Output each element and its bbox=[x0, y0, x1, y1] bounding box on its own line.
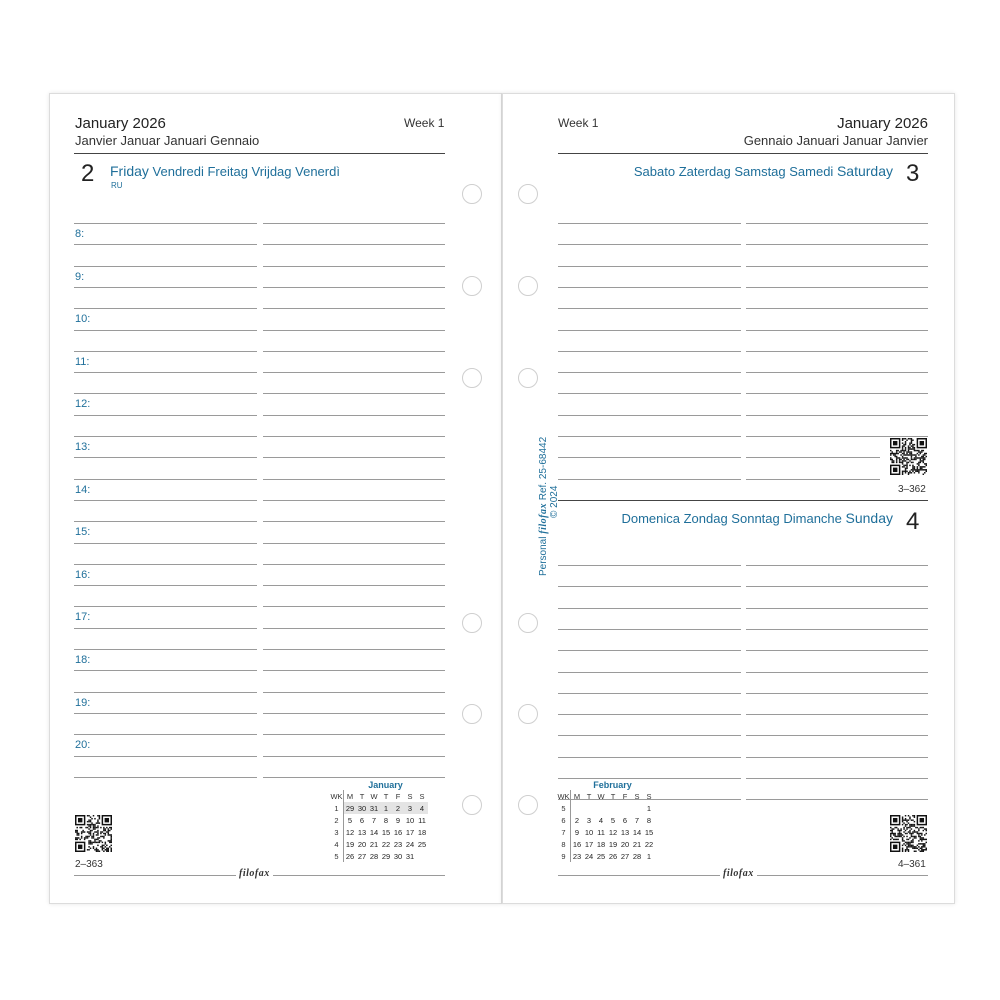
calendar-day: 14 bbox=[632, 827, 642, 837]
calendar-week-row bbox=[330, 838, 428, 850]
writing-line bbox=[74, 628, 257, 629]
calendar-day bbox=[631, 802, 643, 814]
writing-line bbox=[263, 266, 445, 267]
writing-line bbox=[74, 713, 257, 714]
writing-line bbox=[74, 308, 257, 309]
writing-line bbox=[558, 266, 741, 267]
left-page-ref: 2–363 bbox=[75, 859, 103, 870]
calendar-header: S bbox=[419, 791, 425, 801]
calendar-day: 11 bbox=[597, 827, 605, 837]
writing-line bbox=[558, 565, 741, 566]
friday-day-name bbox=[110, 163, 340, 179]
writing-line bbox=[263, 287, 445, 288]
writing-line bbox=[746, 565, 928, 566]
writing-line bbox=[558, 693, 741, 694]
calendar-day: 28 bbox=[369, 851, 379, 861]
calendar-day: 24 bbox=[584, 851, 594, 861]
right-header-rule bbox=[558, 153, 928, 154]
writing-line bbox=[746, 693, 928, 694]
writing-line bbox=[263, 606, 445, 607]
mini-calendar-february bbox=[557, 780, 655, 862]
left-month-subtitle: Janvier Januar Januari Gennaio bbox=[75, 133, 260, 148]
left-month-title: January 2026 bbox=[75, 115, 166, 132]
calendar-day: 30 bbox=[357, 803, 367, 813]
calendar-day: 16 bbox=[393, 827, 403, 837]
ring-hole bbox=[518, 184, 538, 204]
sunday-name-en: Sunday bbox=[845, 510, 893, 526]
calendar-header: M bbox=[573, 791, 581, 801]
qr-code-icon bbox=[890, 815, 927, 852]
writing-line bbox=[746, 799, 928, 800]
hour-label: 13: bbox=[75, 441, 91, 453]
calendar-day: 31 bbox=[369, 803, 379, 813]
calendar-day: 21 bbox=[632, 839, 642, 849]
writing-line bbox=[74, 670, 257, 671]
week-number: 1 bbox=[330, 802, 344, 814]
qr-code-icon bbox=[75, 815, 112, 852]
ring-hole bbox=[518, 795, 538, 815]
writing-line bbox=[746, 436, 928, 437]
writing-line bbox=[558, 629, 741, 630]
writing-line bbox=[746, 629, 928, 630]
writing-line bbox=[558, 608, 741, 609]
filofax-logo: filofax bbox=[720, 868, 757, 879]
calendar-day bbox=[619, 802, 631, 814]
hour-label: 14: bbox=[75, 484, 91, 496]
writing-line bbox=[263, 543, 445, 544]
writing-line bbox=[263, 756, 445, 757]
week-number: 5 bbox=[330, 850, 344, 862]
ring-hole bbox=[462, 368, 482, 388]
calendar-day: 7 bbox=[371, 815, 377, 825]
writing-line bbox=[263, 585, 445, 586]
calendar-day: 29 bbox=[381, 851, 391, 861]
writing-line bbox=[558, 457, 741, 458]
calendar-header: T bbox=[586, 791, 592, 801]
writing-line bbox=[558, 714, 741, 715]
calendar-week-row bbox=[330, 850, 428, 862]
writing-line bbox=[746, 308, 928, 309]
calendar-month-label: January bbox=[368, 780, 403, 790]
calendar-day: 5 bbox=[610, 815, 616, 825]
friday-day-number: 2 bbox=[81, 160, 95, 187]
writing-line bbox=[263, 777, 445, 778]
writing-line bbox=[746, 586, 928, 587]
calendar-day: 26 bbox=[608, 851, 618, 861]
hour-label: 15: bbox=[75, 526, 91, 538]
calendar-week-row bbox=[330, 814, 428, 826]
calendar-day: 30 bbox=[393, 851, 403, 861]
writing-line bbox=[263, 521, 445, 522]
ring-hole bbox=[462, 276, 482, 296]
calendar-day: 10 bbox=[584, 827, 594, 837]
writing-line bbox=[74, 692, 257, 693]
calendar-day bbox=[607, 802, 619, 814]
spine-copyright: © 2024 bbox=[549, 485, 560, 518]
calendar-grid bbox=[557, 790, 655, 862]
calendar-day: 6 bbox=[359, 815, 365, 825]
writing-line bbox=[74, 649, 257, 650]
writing-line bbox=[746, 608, 928, 609]
writing-line bbox=[558, 757, 741, 758]
writing-line bbox=[746, 223, 928, 224]
writing-line bbox=[746, 330, 928, 331]
calendar-day: 5 bbox=[347, 815, 353, 825]
week-number: 8 bbox=[557, 838, 571, 850]
ring-hole bbox=[462, 184, 482, 204]
writing-line bbox=[263, 351, 445, 352]
sunday-day-number: 4 bbox=[906, 508, 920, 535]
writing-line bbox=[74, 223, 257, 224]
calendar-day: 9 bbox=[574, 827, 580, 837]
calendar-header: F bbox=[622, 791, 628, 801]
calendar-day bbox=[583, 802, 595, 814]
calendar-header: WK bbox=[330, 791, 343, 801]
writing-line bbox=[74, 457, 257, 458]
calendar-header: W bbox=[597, 791, 605, 801]
saturday-sunday-divider bbox=[558, 500, 928, 501]
writing-line bbox=[263, 649, 445, 650]
saturday-page-ref: 3–362 bbox=[898, 484, 926, 495]
left-week-label: Week 1 bbox=[404, 116, 445, 130]
ring-hole bbox=[462, 613, 482, 633]
writing-line bbox=[558, 223, 741, 224]
hour-label: 16: bbox=[75, 569, 91, 581]
calendar-header: M bbox=[346, 791, 354, 801]
calendar-day: 1 bbox=[646, 851, 652, 861]
calendar-day: 27 bbox=[620, 851, 630, 861]
writing-line bbox=[74, 244, 257, 245]
calendar-header: WK bbox=[557, 791, 570, 801]
writing-line bbox=[74, 351, 257, 352]
writing-line bbox=[263, 223, 445, 224]
writing-line bbox=[558, 650, 741, 651]
writing-line bbox=[263, 330, 445, 331]
writing-line bbox=[746, 479, 880, 480]
writing-line bbox=[746, 672, 928, 673]
calendar-day bbox=[416, 850, 428, 862]
calendar-day: 18 bbox=[417, 827, 427, 837]
week-number: 9 bbox=[557, 850, 571, 862]
writing-line bbox=[558, 436, 741, 437]
calendar-day: 15 bbox=[644, 827, 654, 837]
saturday-name-others: Sabato Zaterdag Samstag Samedi bbox=[633, 164, 834, 179]
writing-line bbox=[74, 564, 257, 565]
writing-line bbox=[74, 543, 257, 544]
calendar-grid bbox=[330, 790, 428, 862]
calendar-header: S bbox=[646, 791, 652, 801]
writing-line bbox=[74, 436, 257, 437]
calendar-header: W bbox=[370, 791, 378, 801]
week-number: 6 bbox=[557, 814, 571, 826]
writing-line bbox=[263, 713, 445, 714]
writing-line bbox=[74, 266, 257, 267]
writing-line bbox=[746, 372, 928, 373]
calendar-day: 18 bbox=[596, 839, 606, 849]
writing-line bbox=[558, 287, 741, 288]
writing-line bbox=[74, 585, 257, 586]
hour-label: 12: bbox=[75, 398, 91, 410]
friday-name-en: Friday bbox=[110, 163, 149, 179]
calendar-week-row bbox=[330, 802, 428, 814]
sunday-day-name bbox=[621, 510, 893, 526]
calendar-day: 8 bbox=[383, 815, 389, 825]
calendar-day: 1 bbox=[646, 803, 652, 813]
writing-line bbox=[558, 735, 741, 736]
calendar-day: 22 bbox=[644, 839, 654, 849]
calendar-day: 22 bbox=[381, 839, 391, 849]
calendar-week-row bbox=[557, 850, 655, 862]
calendar-day: 3 bbox=[586, 815, 592, 825]
ring-hole bbox=[518, 613, 538, 633]
writing-line bbox=[746, 244, 928, 245]
writing-line bbox=[263, 670, 445, 671]
hour-label: 10: bbox=[75, 313, 91, 325]
calendar-day: 17 bbox=[584, 839, 594, 849]
calendar-week-row bbox=[557, 826, 655, 838]
calendar-day: 28 bbox=[632, 851, 642, 861]
calendar-week-row bbox=[330, 826, 428, 838]
writing-line bbox=[558, 415, 741, 416]
calendar-month-label: February bbox=[593, 780, 632, 790]
writing-line bbox=[558, 351, 741, 352]
calendar-day bbox=[571, 802, 584, 814]
writing-line bbox=[746, 735, 928, 736]
writing-line bbox=[263, 415, 445, 416]
calendar-day: 8 bbox=[646, 815, 652, 825]
hour-label: 17: bbox=[75, 611, 91, 623]
qr-code-icon bbox=[890, 438, 927, 475]
calendar-day: 7 bbox=[634, 815, 640, 825]
left-page bbox=[49, 93, 502, 904]
calendar-day: 9 bbox=[395, 815, 401, 825]
writing-line bbox=[558, 778, 741, 779]
calendar-day: 25 bbox=[596, 851, 606, 861]
right-month-subtitle: Gennaio Januari Januar Janvier bbox=[743, 133, 928, 148]
calendar-day: 23 bbox=[572, 851, 582, 861]
calendar-day: 3 bbox=[404, 802, 416, 814]
writing-line bbox=[263, 308, 445, 309]
calendar-day: 31 bbox=[405, 851, 415, 861]
calendar-day: 19 bbox=[345, 839, 355, 849]
friday-note: RU bbox=[111, 181, 123, 190]
calendar-day: 24 bbox=[405, 839, 415, 849]
writing-line bbox=[746, 778, 928, 779]
writing-line bbox=[263, 500, 445, 501]
writing-line bbox=[74, 756, 257, 757]
calendar-day: 1 bbox=[380, 802, 392, 814]
calendar-day: 26 bbox=[345, 851, 355, 861]
ring-hole bbox=[518, 368, 538, 388]
calendar-day: 20 bbox=[620, 839, 630, 849]
ring-hole bbox=[518, 276, 538, 296]
writing-line bbox=[74, 330, 257, 331]
writing-line bbox=[746, 266, 928, 267]
calendar-day: 25 bbox=[417, 839, 427, 849]
writing-line bbox=[746, 287, 928, 288]
writing-line bbox=[558, 330, 741, 331]
writing-line bbox=[74, 393, 257, 394]
calendar-day: 29 bbox=[344, 802, 357, 814]
writing-line bbox=[746, 351, 928, 352]
writing-line bbox=[74, 777, 257, 778]
writing-line bbox=[263, 393, 445, 394]
week-number: 2 bbox=[330, 814, 344, 826]
calendar-day: 10 bbox=[405, 815, 415, 825]
spine-reference-note bbox=[538, 437, 560, 576]
filofax-logo: filofax bbox=[236, 868, 273, 879]
sunday-page-ref: 4–361 bbox=[898, 859, 926, 870]
writing-line bbox=[558, 372, 741, 373]
writing-line bbox=[558, 244, 741, 245]
saturday-name-en: Saturday bbox=[836, 163, 893, 179]
writing-line bbox=[558, 308, 741, 309]
week-number: 5 bbox=[557, 802, 571, 814]
right-month-title: January 2026 bbox=[837, 115, 928, 132]
saturday-day-number: 3 bbox=[906, 160, 920, 187]
ring-hole bbox=[518, 704, 538, 724]
right-week-label: Week 1 bbox=[558, 116, 599, 130]
calendar-header: T bbox=[359, 791, 365, 801]
writing-line bbox=[558, 479, 741, 480]
calendar-day: 17 bbox=[405, 827, 415, 837]
calendar-day: 11 bbox=[418, 815, 426, 825]
writing-line bbox=[746, 757, 928, 758]
calendar-day: 19 bbox=[608, 839, 618, 849]
calendar-day: 6 bbox=[622, 815, 628, 825]
hour-label: 19: bbox=[75, 697, 91, 709]
writing-line bbox=[74, 287, 257, 288]
writing-line bbox=[263, 734, 445, 735]
spine-ref: Ref. 25-68442 bbox=[538, 436, 549, 501]
writing-line bbox=[558, 393, 741, 394]
calendar-day: 13 bbox=[620, 827, 630, 837]
hour-label: 9: bbox=[75, 271, 85, 283]
mini-calendar-january bbox=[330, 780, 428, 862]
writing-line bbox=[558, 586, 741, 587]
calendar-header: T bbox=[383, 791, 389, 801]
calendar-day bbox=[595, 802, 607, 814]
writing-line bbox=[263, 479, 445, 480]
friday-name-others: Vendredi Freitag Vrijdag Venerdì bbox=[152, 164, 340, 179]
writing-line bbox=[746, 650, 928, 651]
writing-line bbox=[746, 714, 928, 715]
saturday-day-name bbox=[634, 163, 893, 179]
writing-line bbox=[74, 479, 257, 480]
calendar-day: 2 bbox=[392, 802, 404, 814]
writing-line bbox=[263, 692, 445, 693]
writing-line bbox=[74, 606, 257, 607]
writing-line bbox=[263, 564, 445, 565]
ring-hole bbox=[462, 795, 482, 815]
writing-line bbox=[263, 244, 445, 245]
hour-label: 11: bbox=[75, 356, 90, 368]
writing-line bbox=[74, 734, 257, 735]
calendar-day: 13 bbox=[357, 827, 367, 837]
sunday-name-others: Domenica Zondag Sonntag Dimanche bbox=[621, 511, 842, 526]
week-number: 4 bbox=[330, 838, 344, 850]
week-number: 7 bbox=[557, 826, 571, 838]
calendar-day: 21 bbox=[369, 839, 379, 849]
writing-line bbox=[263, 628, 445, 629]
spine-brand: filofax bbox=[538, 503, 549, 534]
writing-line bbox=[74, 521, 257, 522]
writing-line bbox=[746, 393, 928, 394]
calendar-week-row bbox=[557, 814, 655, 826]
calendar-day: 14 bbox=[369, 827, 379, 837]
hour-label: 8: bbox=[75, 228, 85, 240]
hour-label: 20: bbox=[75, 739, 91, 751]
calendar-day: 4 bbox=[416, 802, 428, 814]
writing-line bbox=[74, 415, 257, 416]
calendar-day: 23 bbox=[393, 839, 403, 849]
calendar-day: 4 bbox=[598, 815, 604, 825]
writing-line bbox=[263, 436, 445, 437]
writing-line bbox=[263, 372, 445, 373]
week-number: 3 bbox=[330, 826, 344, 838]
calendar-day: 27 bbox=[357, 851, 367, 861]
writing-line bbox=[263, 457, 445, 458]
calendar-day: 12 bbox=[608, 827, 618, 837]
hour-label: 18: bbox=[75, 654, 91, 666]
calendar-day: 15 bbox=[381, 827, 391, 837]
writing-line bbox=[558, 672, 741, 673]
writing-line bbox=[74, 372, 257, 373]
calendar-week-row bbox=[557, 802, 655, 814]
calendar-header: S bbox=[407, 791, 413, 801]
left-header-rule bbox=[74, 153, 445, 154]
calendar-week-row bbox=[557, 838, 655, 850]
calendar-header: F bbox=[395, 791, 401, 801]
spine-personal: Personal bbox=[538, 536, 549, 576]
writing-line bbox=[746, 415, 928, 416]
calendar-day: 16 bbox=[572, 839, 582, 849]
writing-line bbox=[74, 500, 257, 501]
calendar-header: T bbox=[610, 791, 616, 801]
calendar-day: 12 bbox=[345, 827, 355, 837]
ring-hole bbox=[462, 704, 482, 724]
calendar-header: S bbox=[634, 791, 640, 801]
writing-line bbox=[746, 457, 880, 458]
calendar-day: 2 bbox=[574, 815, 580, 825]
calendar-day: 20 bbox=[357, 839, 367, 849]
